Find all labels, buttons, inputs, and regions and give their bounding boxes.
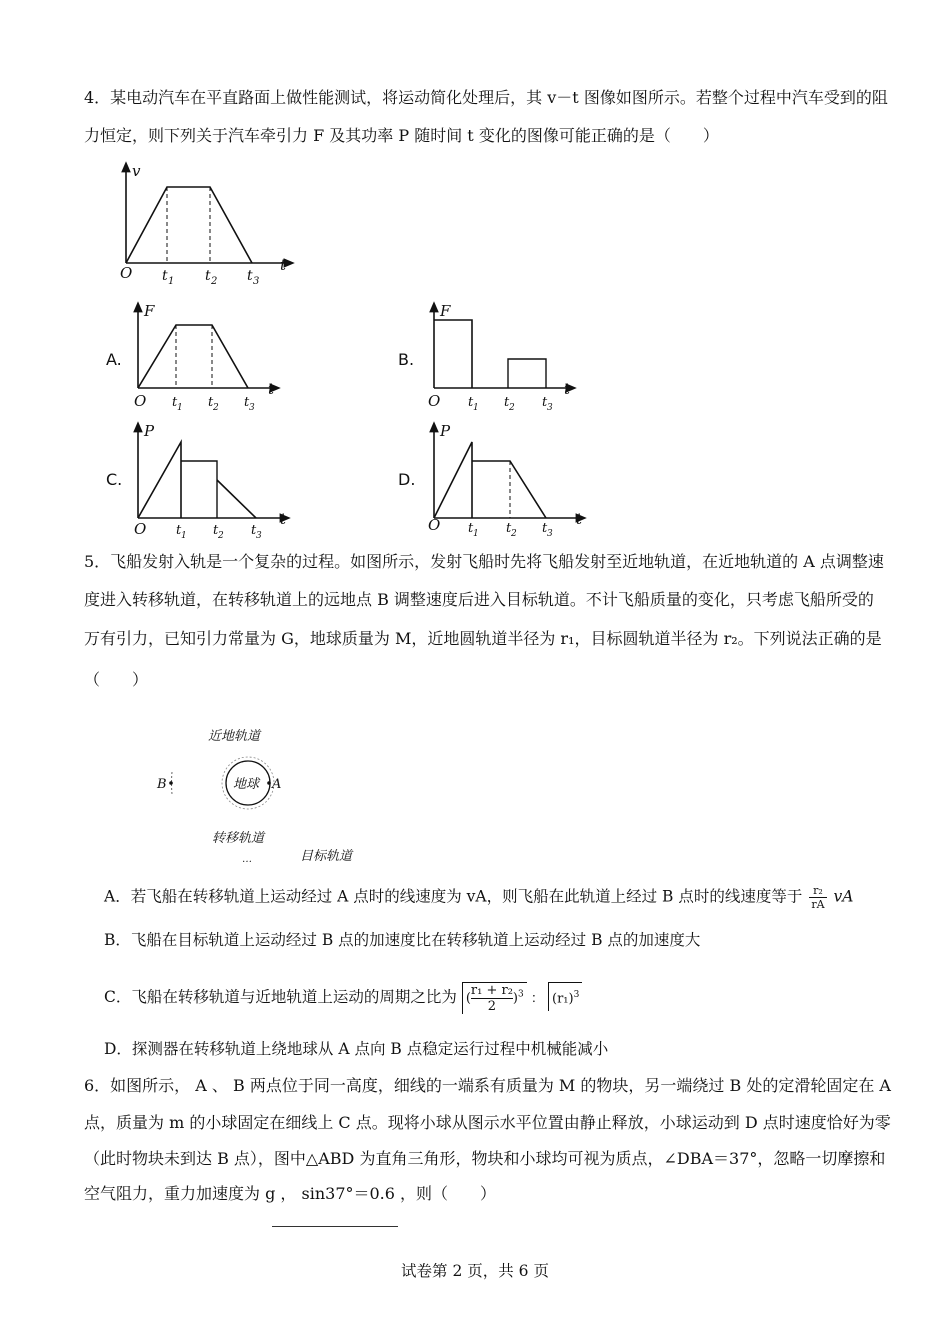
- svg-text:t: t: [176, 523, 182, 538]
- page-footer: 试卷第 2 页，共 6 页: [401, 1262, 549, 1280]
- svg-text:t: t: [576, 510, 583, 528]
- svg-text:P: P: [144, 422, 155, 440]
- svg-text:t: t: [213, 523, 219, 538]
- q5-option-c[interactable]: C．飞船在转移轨道与近地轨道上运动的周期之比为 ( $\frac{\text{r₁ + r₂}}{2}$ )$^3$ ： $(r_1)^3$: [104, 982, 582, 1014]
- graph-option-d: [420, 420, 590, 540]
- point-a-label: A: [272, 777, 282, 792]
- target-orbit-label: 目标轨道: [300, 849, 353, 864]
- svg-text:t: t: [542, 395, 548, 410]
- svg-text:2: 2: [213, 403, 219, 413]
- svg-text:1: 1: [473, 529, 479, 539]
- svg-text:2: 2: [211, 276, 218, 287]
- svg-text:t: t: [205, 268, 211, 284]
- svg-text:O: O: [428, 392, 441, 410]
- q5-stem-line3: 万有引力，已知引力常量为 G，地球质量为 M，近地圆轨道半径为 r₁，目标圆轨道半径为 r₂。下列说法正确的是: [84, 629, 882, 648]
- svg-text:O: O: [134, 392, 147, 410]
- earth-label: 地球: [233, 777, 260, 792]
- q5-stem-line4: （ ）: [84, 670, 149, 689]
- svg-text:3: 3: [249, 403, 255, 413]
- svg-text:t: t: [172, 395, 178, 410]
- svg-text:2: 2: [509, 403, 515, 413]
- svg-text:t: t: [162, 268, 168, 284]
- svg-text:F: F: [144, 302, 155, 320]
- q4-stem-line1: 4．某电动汽车在平直路面上做性能测试，将运动简化处理后，其 v－t 图像如图所示。若整个过程中汽车受到的阻: [84, 88, 888, 107]
- axis-v-label: v: [132, 162, 141, 180]
- q5-option-b[interactable]: B．飞船在目标轨道上运动经过 B 点的加速度比在转移轨道上运动经过 B 点的加速度大: [104, 931, 701, 949]
- svg-text:t: t: [506, 521, 512, 536]
- option-b-label[interactable]: B.: [398, 350, 415, 369]
- svg-text:t: t: [280, 510, 287, 528]
- svg-text:1: 1: [181, 531, 187, 540]
- q5-stem-line1: 5．飞船发射入轨是一个复杂的过程。如图所示，发射飞船时先将飞船发射至近地轨道，在近地轨道的 A 点调整速: [84, 552, 884, 571]
- point-b-label: B: [157, 777, 167, 792]
- answer-underline: [272, 1226, 398, 1227]
- svg-text:F: F: [440, 302, 451, 320]
- svg-text:2: 2: [218, 531, 224, 540]
- vt-graph: [110, 160, 300, 290]
- svg-text:1: 1: [177, 403, 183, 413]
- near-orbit-label: 近地轨道: [208, 729, 261, 744]
- svg-text:1: 1: [168, 276, 175, 287]
- svg-text:P: P: [440, 422, 451, 440]
- svg-text:3: 3: [547, 403, 553, 413]
- q4-stem-line2: 力恒定，则下列关于汽车牵引力 F 及其功率 P 随时间 t 变化的图像可能正确的是（ ）: [84, 126, 719, 145]
- q6-stem-line1: 6．如图所示， A 、 B 两点位于同一高度，细线的一端系有质量为 M 的物块，另一端绕过 B 处的定滑轮固定在 A: [84, 1076, 891, 1095]
- option-d-label[interactable]: D.: [398, 470, 416, 489]
- svg-text:t: t: [244, 395, 250, 410]
- svg-text:t: t: [468, 395, 474, 410]
- q6-stem-line2: 点，质量为 m 的小球固定在细线上 C 点。现将小球从图示水平位置由静止释放，小球运动到 D 点时速度恰好为零: [84, 1113, 891, 1132]
- option-c-label[interactable]: C.: [106, 470, 123, 489]
- svg-text:…: …: [242, 854, 252, 865]
- svg-text:t: t: [504, 395, 510, 410]
- svg-text:3: 3: [256, 531, 262, 540]
- q5-stem-line2: 度进入转移轨道，在转移轨道上的远地点 B 调整速度后进入目标轨道。不计飞船质量的变化，只考虑飞船所受的: [84, 590, 874, 609]
- svg-text:3: 3: [547, 529, 553, 539]
- graph-option-b: [420, 300, 580, 420]
- origin-label: O: [120, 264, 133, 282]
- svg-text:t: t: [251, 523, 257, 538]
- svg-text:t: t: [247, 268, 253, 284]
- svg-text:O: O: [428, 516, 441, 534]
- svg-text:t: t: [542, 521, 548, 536]
- orbit-figure: [150, 722, 380, 870]
- q6-stem-line4: 空气阻力，重力加速度为 g ， sin37°＝0.6 ，则（ ）: [84, 1184, 497, 1203]
- svg-text:1: 1: [473, 403, 479, 413]
- option-a-label[interactable]: A.: [106, 350, 122, 369]
- svg-text:t: t: [208, 395, 214, 410]
- svg-text:t: t: [468, 521, 474, 536]
- svg-text:O: O: [134, 520, 147, 538]
- q5-option-d[interactable]: D．探测器在转移轨道上绕地球从 A 点向 B 点稳定运行过程中机械能减小: [104, 1040, 609, 1058]
- graph-option-a: [124, 300, 284, 420]
- q6-stem-line3: （此时物块未到达 B 点），图中△ABD 为直角三角形，物块和小球均可视为质点，∠DBA＝37°，忽略一切摩擦和: [84, 1149, 886, 1168]
- transfer-orbit-label: 转移轨道: [212, 831, 265, 846]
- axis-t-label: t: [280, 256, 287, 274]
- svg-text:2: 2: [511, 529, 517, 539]
- graph-option-c: [124, 420, 294, 540]
- svg-text:3: 3: [253, 276, 260, 287]
- q5-option-a[interactable]: A．若飞船在转移轨道上运动经过 A 点时的线速度为 vA，则飞船在此轨道上经过 B 点时的线速度等于 $\frac{\text{r₂}}{rA}$ vA: [104, 884, 854, 911]
- svg-text:t: t: [268, 380, 275, 398]
- svg-text:t: t: [564, 380, 571, 398]
